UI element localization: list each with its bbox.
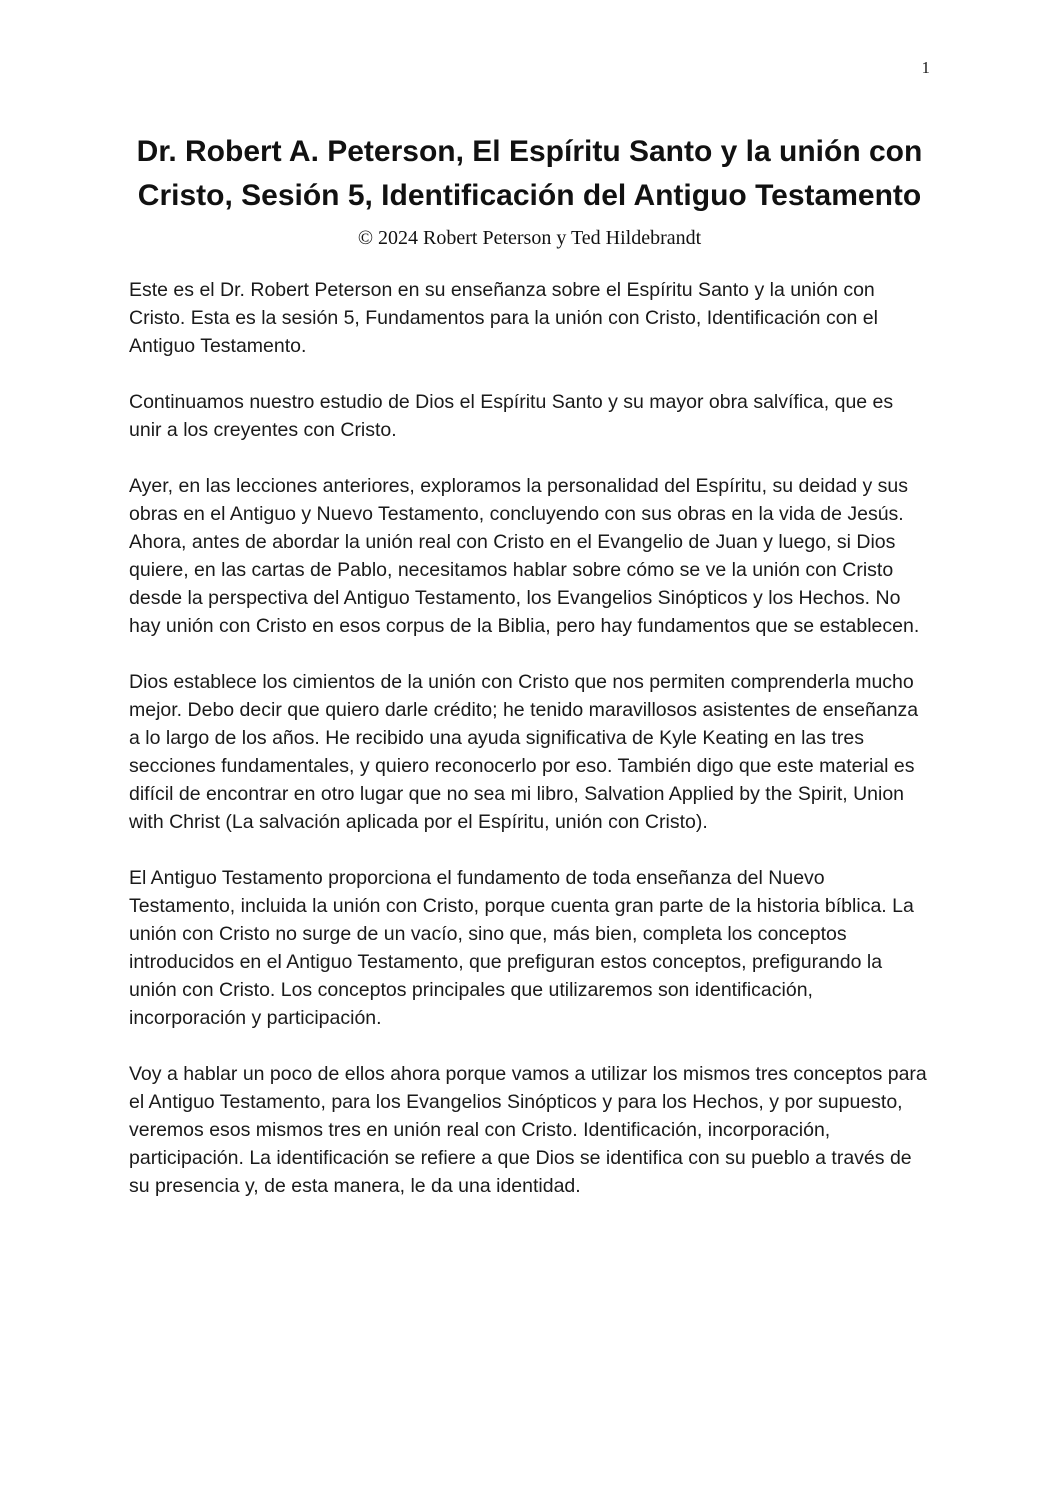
- copyright-line: © 2024 Robert Peterson y Ted Hildebrandt: [357, 227, 702, 249]
- paragraph-6: Voy a hablar un poco de ellos ahora porque vamos a utilizar los mismos tres conceptos para el Antiguo Testamento, para los Evangelios Sinópticos y para los Hechos, y por supuesto, veremos esos mismos tres en unión real con Cristo. Identificación, incorporación, participación. La identificación se refiere a que Dios se identifica con su pueblo a través de su presencia y, de esta manera, le da una identidad.: [129, 1063, 927, 1197]
- page-number: 1: [921, 58, 930, 77]
- paragraph-4: Dios establece los cimientos de la unión con Cristo que nos permiten comprenderla mucho mejor. Debo decir que quiero darle crédito; he tenido maravillosos asistentes de enseñanza a lo largo de los años. He recibido una ayuda significativa de Kyle Keating en las tres secciones fundamentales, y quiero reconocerlo por eso. También digo que este material es difícil de encontrar en otro lugar que no sea mi libro, Salvation Applied by the Spirit, Union with Christ (La salvación aplicada por el Espíritu, unión con Cristo).: [129, 671, 919, 833]
- document-body: [129, 276, 930, 1200]
- paragraph-1: Este es el Dr. Robert Peterson en su enseñanza sobre el Espíritu Santo y la unión con Cristo. Esta es la sesión 5, Fundamentos para la unión con Cristo, Identificación con el Antiguo Testamento.: [129, 279, 878, 357]
- paragraph-5: El Antiguo Testamento proporciona el fundamento de toda enseñanza del Nuevo Testamento, incluida la unión con Cristo, porque cuenta gran parte de la historia bíblica. La unión con Cristo no surge de un vacío, sino que, más bien, completa los conceptos introducidos en el Antiguo Testamento, que prefiguran estos conceptos, prefigurando la unión con Cristo. Los conceptos principales que utilizaremos son identificación, incorporación y participación.: [129, 867, 914, 1029]
- paragraph-3: Ayer, en las lecciones anteriores, exploramos la personalidad del Espíritu, su deidad y sus obras en el Antiguo y Nuevo Testamento, concluyendo con sus obras en la vida de Jesús. Ahora, antes de abordar la unión real con Cristo en el Evangelio de Juan y luego, si Dios quiere, en las cartas de Pablo, necesitamos hablar sobre cómo se ve la unión con Cristo desde la perspectiva del Antiguo Testamento, los Evangelios Sinópticos y los Hechos. No hay unión con Cristo en esos corpus de la Biblia, pero hay fundamentos que se establecen.: [129, 475, 920, 637]
- document-title: Dr. Robert A. Peterson, El Espíritu Santo y la unión con Cristo, Sesión 5, Identificación del Antiguo Testamento: [136, 135, 923, 212]
- paragraph-2: Continuamos nuestro estudio de Dios el Espíritu Santo y su mayor obra salvífica, que es unir a los creyentes con Cristo.: [129, 391, 894, 441]
- document-content: [129, 130, 930, 1228]
